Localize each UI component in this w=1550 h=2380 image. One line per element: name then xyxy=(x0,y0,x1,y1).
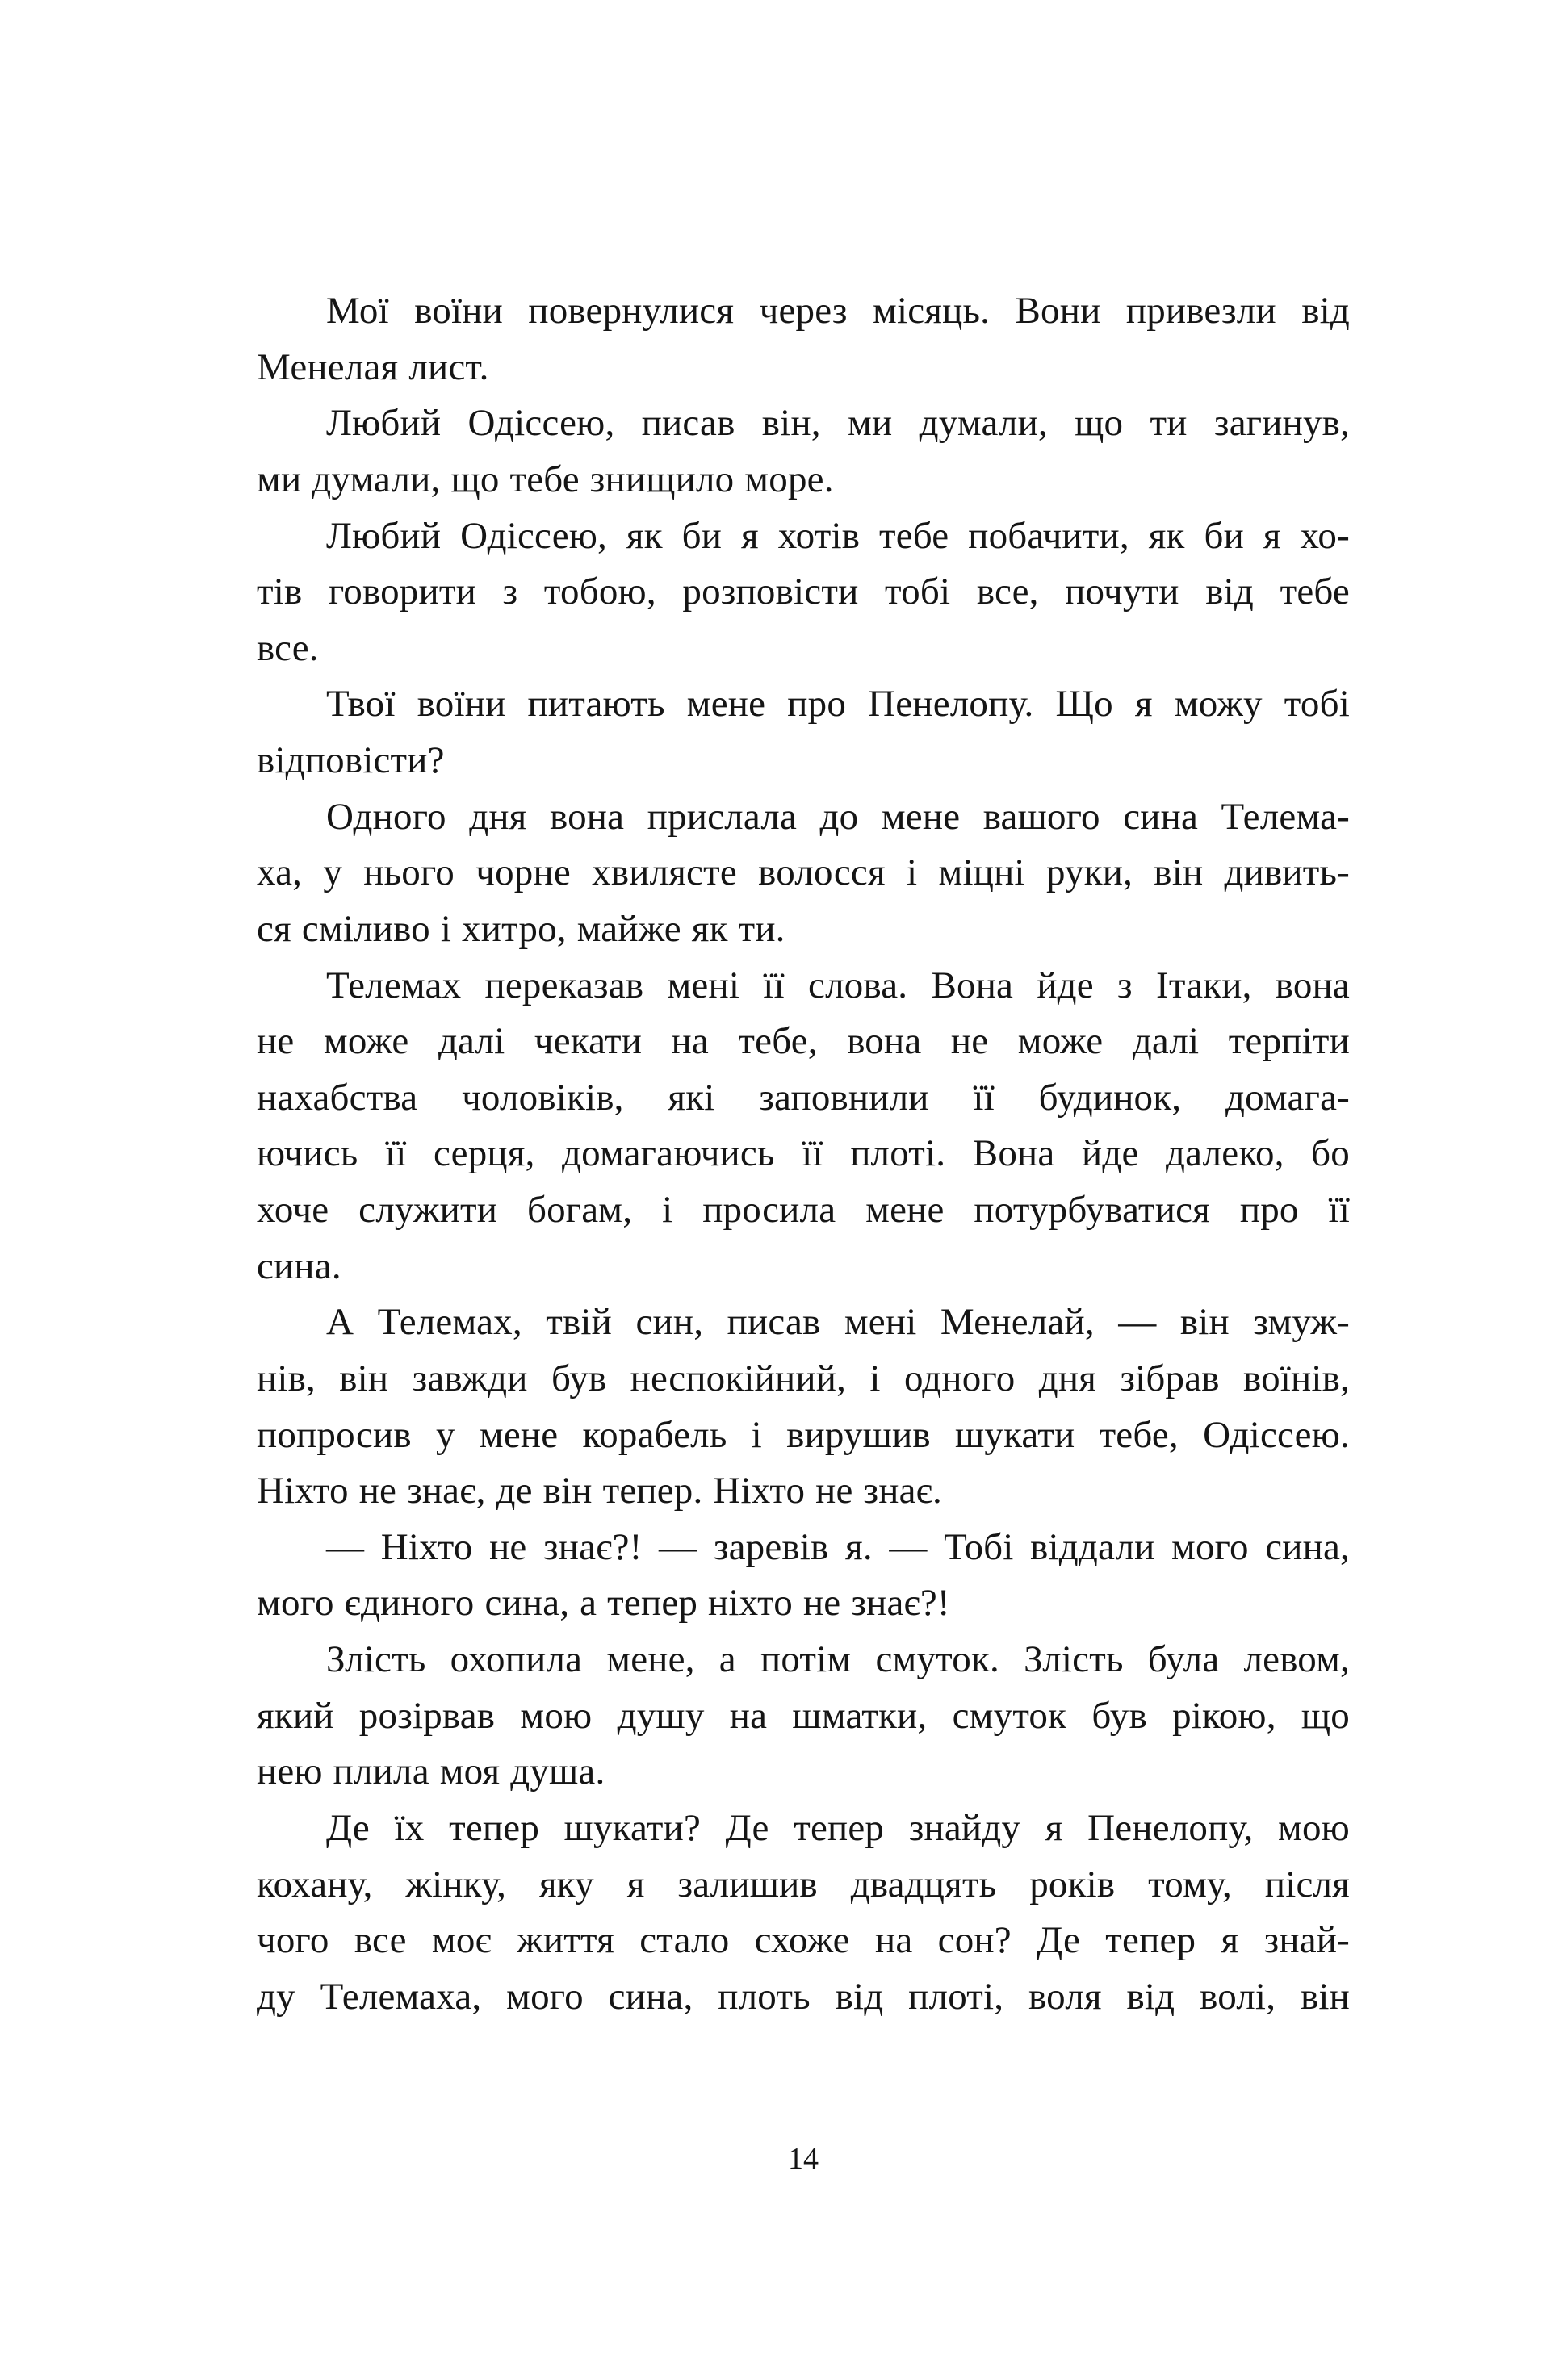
text-line: А Телемах, твій син, писав мені Менелай, — він змуж- xyxy=(326,1301,1350,1344)
text-line: відповісти? xyxy=(257,739,445,781)
text-line: мого єдиного сина, а тепер ніхто не знає?! xyxy=(257,1582,950,1625)
text-line: ючись її серця, домагаючись її плоті. Вона йде далеко, бо xyxy=(257,1132,1350,1175)
text-line: чого все моє життя стало схоже на сон? Де тепер я знай- xyxy=(257,1919,1350,1962)
text-line: нею плила моя душа. xyxy=(257,1750,605,1793)
page-number: 14 xyxy=(788,2142,819,2176)
text-line: Де їх тепер шукати? Де тепер знайду я Пенелопу, мою xyxy=(326,1806,1350,1849)
text-line: Менелая лист. xyxy=(257,345,489,388)
text-line: хоче служити богам, і просила мене потурбуватися про її xyxy=(257,1189,1350,1231)
text-line: все. xyxy=(257,626,319,669)
text-line: ха, у нього чорне хвилясте волосся і міцні руки, він дивить- xyxy=(257,851,1350,894)
text-line: Любий Одіссею, як би я хотів тебе побачити, як би я хо- xyxy=(326,514,1350,557)
body-text xyxy=(257,283,1350,2025)
text-line: ду Телемаха, мого сина, плоть від плоті, воля від волі, він xyxy=(257,1975,1350,2018)
text-line: сина. xyxy=(257,1244,341,1287)
text-line: ся сміливо і хитро, майже як ти. xyxy=(257,907,785,950)
text-line: Одного дня вона прислала до мене вашого сина Телема- xyxy=(326,795,1350,838)
text-line: не може далі чекати на тебе, вона не може далі терпіти xyxy=(257,1020,1350,1063)
text-line: кохану, жінку, яку я залишив двадцять років тому, після xyxy=(257,1863,1350,1905)
text-line: Мої воїни повернулися через місяць. Вони привезли від xyxy=(326,290,1350,332)
text-line: який розірвав мою душу на шматки, смуток був рікою, що xyxy=(257,1694,1350,1737)
text-line: Твої воїни питають мене про Пенелопу. Що я можу тобі xyxy=(326,683,1350,726)
text-line: — Ніхто не знає?! — заревів я. — Тобі віддали мого сина, xyxy=(326,1525,1350,1568)
text-line: Любий Одіссею, писав він, ми думали, що ти загинув, xyxy=(326,402,1350,445)
text-line: Ніхто не знає, де він тепер. Ніхто не знає. xyxy=(257,1470,942,1512)
text-line: нахабства чоловіків, які заповнили її будинок, домага- xyxy=(257,1076,1350,1119)
text-line: Злість охопила мене, а потім смуток. Злість була левом, xyxy=(326,1638,1350,1680)
text-line: Телемах переказав мені її слова. Вона йде з Ітаки, вона xyxy=(326,964,1350,1006)
text-line: нів, він завжди був неспокійний, і одного дня зібрав воїнів, xyxy=(257,1357,1350,1399)
text-line: попросив у мене корабель і вирушив шукати тебе, Одіссею. xyxy=(257,1413,1350,1456)
text-line: ми думали, що тебе знищило море. xyxy=(257,458,834,500)
text-line: тів говорити з тобою, розповісти тобі все, почути від тебе xyxy=(257,571,1350,613)
